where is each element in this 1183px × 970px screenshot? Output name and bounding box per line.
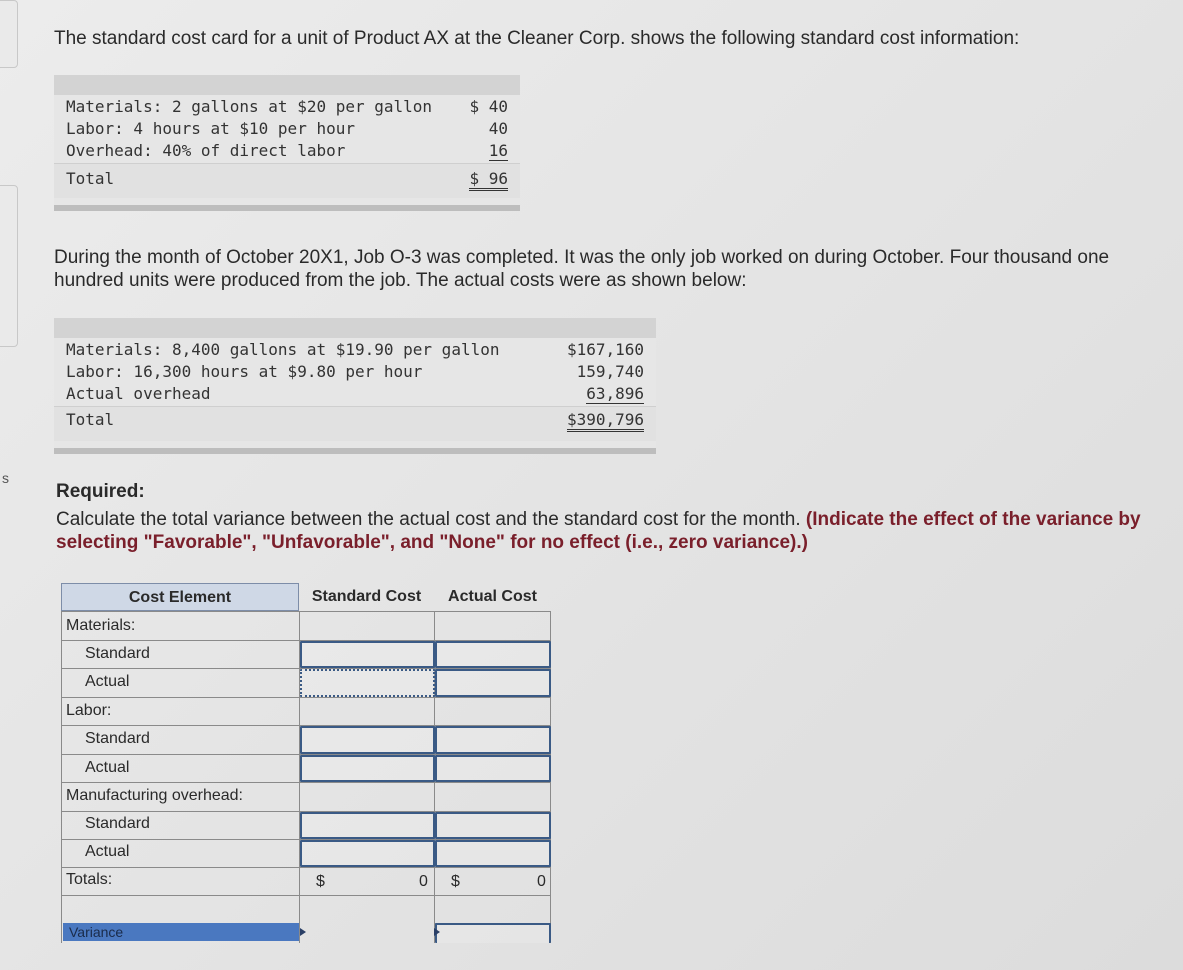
act-total-value: 0 [537,873,546,890]
variance-select[interactable]: Variance [63,923,299,941]
intro-text: The standard cost card for a unit of Product AX at the Cleaner Corp. shows the following standard cost information: [54,28,1020,49]
labor-actual-cost-input[interactable] [435,755,551,782]
overhead-actual-standard-input[interactable] [300,840,435,867]
variance-table [61,583,551,943]
standard-row: Labor: 4 hours at $10 per hour 40 [66,119,508,138]
labor-actual-standard-input[interactable] [300,755,435,782]
side-letter: s [2,470,9,486]
header-cost-element: Cost Element [61,583,299,611]
materials-standard-actual-input[interactable] [435,641,551,668]
standard-row: Materials: 2 gallons at $20 per gallon $ 40 [66,97,508,116]
left-tab[interactable] [0,185,18,347]
materials-actual-label: Actual [85,673,130,690]
header-actual-cost: Actual Cost [448,588,537,605]
required-instructions: Calculate the total variance between the actual cost and the standard cost for the month. (Indicate the effect of the variance by selecting "Favorable", "Unfavorable", and "None" for no effect (i.e., zero variance).) [56,509,1141,553]
variance-actual-select[interactable] [435,923,551,943]
materials-standard-label: Standard [85,645,150,662]
overhead-standard-cost-input[interactable] [300,812,435,839]
overhead-standard-label: Standard [85,815,150,832]
materials-actual-standard-input[interactable] [300,669,435,697]
job-description: During the month of October 20X1, Job O-3 was completed. It was the only job worked on during October. Four thousand one hundred units were produced from the job. The actual costs were as shown below: [54,247,1110,291]
overhead-standard-actual-input[interactable] [435,812,551,839]
overhead-label: Manufacturing overhead: [66,787,243,804]
header-standard-cost: Standard Cost [311,588,422,605]
act-total-currency: $ [451,873,460,890]
actual-cost-card [54,318,656,454]
std-total-currency: $ [316,873,325,890]
materials-standard-cost-input[interactable] [300,641,435,668]
materials-actual-cost-input[interactable] [435,669,551,697]
left-edge-panel [0,0,18,970]
dropdown-arrow-icon [300,928,306,936]
actual-row: Materials: 8,400 gallons at $19.90 per gallon $167,160 [66,340,644,359]
standard-total-row: Total $ 96 [66,169,508,191]
labor-standard-label: Standard [85,730,150,747]
left-tab[interactable] [0,0,18,68]
labor-actual-label: Actual [85,759,130,776]
standard-cost-card [54,75,520,211]
dropdown-arrow-icon [434,928,440,936]
required-heading: Required: [56,481,145,502]
labor-standard-cost-input[interactable] [300,726,435,754]
labor-label: Labor: [66,702,112,719]
actual-row: Labor: 16,300 hours at $9.80 per hour 159,740 [66,362,644,381]
standard-row: Overhead: 40% of direct labor 16 [66,141,508,160]
totals-label: Totals: [66,871,113,888]
labor-standard-actual-input[interactable] [435,726,551,754]
overhead-actual-label: Actual [85,843,130,860]
std-total-value: 0 [419,873,428,890]
materials-label: Materials: [66,617,136,634]
actual-row: Actual overhead 63,896 [66,384,644,403]
overhead-actual-cost-input[interactable] [435,840,551,867]
actual-total-row: Total $390,796 [66,410,644,432]
